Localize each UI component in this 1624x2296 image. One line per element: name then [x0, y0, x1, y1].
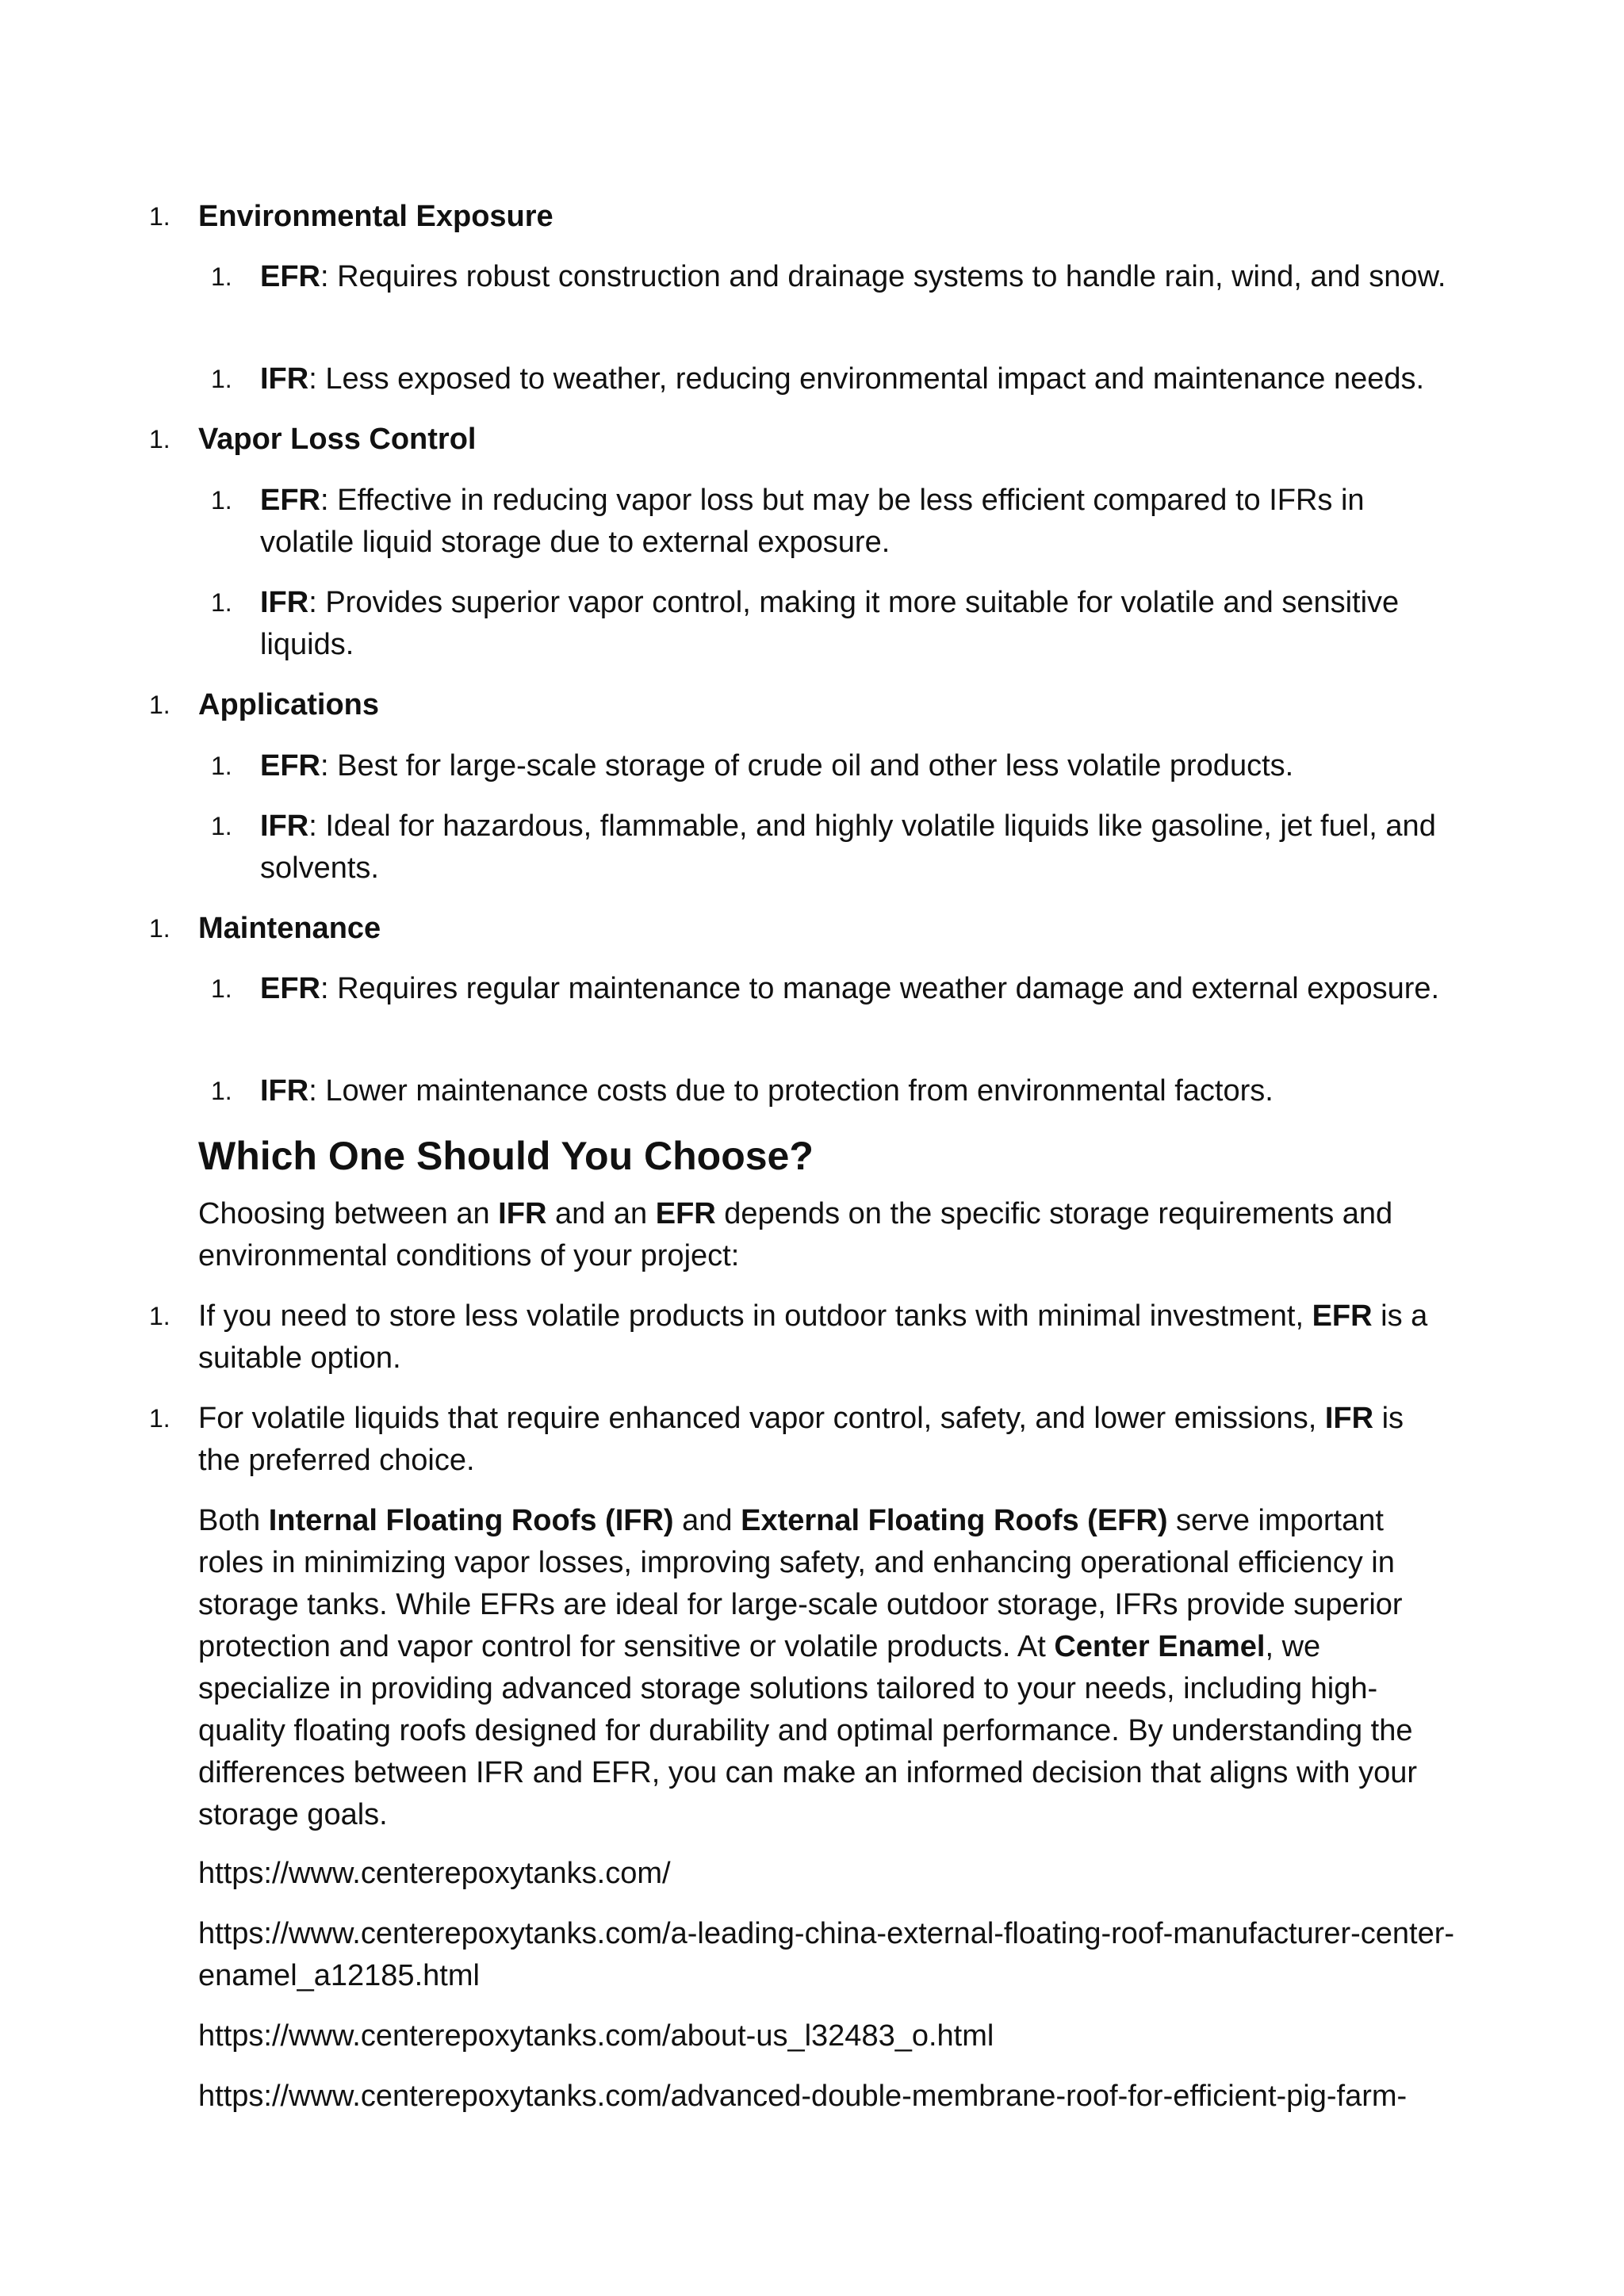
list-number: 1.	[149, 1404, 170, 1433]
list-number: 1.	[149, 1302, 170, 1330]
list-number: 1.	[211, 588, 232, 617]
list-number: 1.	[149, 425, 170, 453]
item-label: EFR	[260, 972, 320, 1005]
url-link[interactable]: https://www.centerepoxytanks.com/advanced-double-membrane-roof-for-efficient-pig-farm-	[198, 2080, 1408, 2113]
item-label: IFR	[260, 362, 309, 396]
item-label: EFR	[260, 484, 320, 517]
list-number: 1.	[149, 914, 170, 943]
section-title: Vapor Loss Control	[198, 423, 477, 456]
section-title: Environmental Exposure	[198, 200, 553, 233]
item-label: EFR	[260, 260, 320, 293]
list-number: 1.	[211, 262, 232, 291]
document-page: 1. Environmental Exposure 1. EFR: Requires robust construction and drainage systems to handle rain, wind, and snow. 1. IFR: Less exposed to weather, reducing environmental impact and maintenance needs. 1. Vapor Loss Control 1. EFR: Effective in reducing vapor loss but may be less efficient compared to IFRs in volatile liquid storage due to external exposure. 1. IFR: Provides superior vapor control, making it more suitable for volatile and sensitive liquids. 1. Applications 1. EFR: Best for large-scale storage of crude oil and other less volatile products. 1. IFR: Ideal for hazardous, flammable, and highly volatile liquids like gasoline, jet fuel, and solvents. 1. Maintenance 1. EFR: Requires regular maintenance to manage weather damage and external exposure. 1. IFR: Lower maintenance costs due to protection from environmental factors. Which One Should You Choose? Choosing between an IFR and an EFR depends on the specific storage requirements and environmental conditions of your project: 1. If you need to store less volatile products in outdoor tanks with minimal investment, EFR is a suitable option. 1. For volatile liquids that require enhanced vapor control, safety, and lower emissions, IFR is the preferred choice. Both Internal Floating Roofs (IFR) and External Floating Roofs (EFR) serve important roles in minimizing vapor losses, improving safety, and enhancing operational efficiency in storage tanks. While EFRs are ideal for large-scale outdoor storage, IFRs provide superior protection and vapor control for sensitive or volatile products. At Center Enamel, we specialize in providing advanced storage solutions tailored to your needs, including high-quality floating roofs designed for durability and optimal performance. By understanding the differences between IFR and EFR, you can make an informed decision that aligns with your storage goals. https://www.centerepoxytanks.com/ https://www.centerepoxytanks.com/a-leading-china-external-floating-roof-manufacturer-center-enamel_a12185.html https://www.centerepoxytanks.com/about-us_l32483_o.html https://www.centerepoxytanks.com/advanced-double-membrane-roof-for-efficient-pig-farm-	[0, 0, 1624, 2296]
section-heading: Which One Should You Choose?	[198, 1134, 814, 1178]
intro-paragraph: Choosing between an IFR and an EFR depends on the specific storage requirements and environmental conditions of your project:	[198, 1197, 1393, 1272]
list-number: 1.	[211, 974, 232, 1003]
url-link[interactable]: https://www.centerepoxytanks.com/a-leading-china-external-floating-roof-manufacturer-center-enamel_a12185.html	[198, 1917, 1455, 1992]
list-number: 1.	[211, 812, 232, 840]
list-number: 1.	[149, 691, 170, 719]
item-label: IFR	[260, 1074, 309, 1108]
list-number: 1.	[149, 202, 170, 231]
list-number: 1.	[211, 486, 232, 515]
conclusion-paragraph: Both Internal Floating Roofs (IFR) and External Floating Roofs (EFR) serve important roles in minimizing vapor losses, improving safety, and enhancing operational efficiency in storage tanks. While EFRs are ideal for large-scale outdoor storage, IFRs provide superior protection and vapor control for sensitive or volatile products. At Center Enamel, we specialize in providing advanced storage solutions tailored to your needs, including high-quality floating roofs designed for durability and optimal performance. By understanding the differences between IFR and EFR, you can make an informed decision that aligns with your storage goals.	[198, 1504, 1417, 1831]
list-number: 1.	[211, 752, 232, 780]
section-title: Maintenance	[198, 912, 381, 945]
list-number: 1.	[211, 1077, 232, 1105]
item-label: EFR	[260, 749, 320, 783]
item-label: IFR	[260, 586, 309, 619]
section-title: Applications	[198, 688, 380, 721]
item-label: IFR	[260, 809, 309, 843]
url-link[interactable]: https://www.centerepoxytanks.com/	[198, 1857, 671, 1890]
list-number: 1.	[211, 365, 232, 393]
url-link[interactable]: https://www.centerepoxytanks.com/about-us_l32483_o.html	[198, 2019, 994, 2053]
